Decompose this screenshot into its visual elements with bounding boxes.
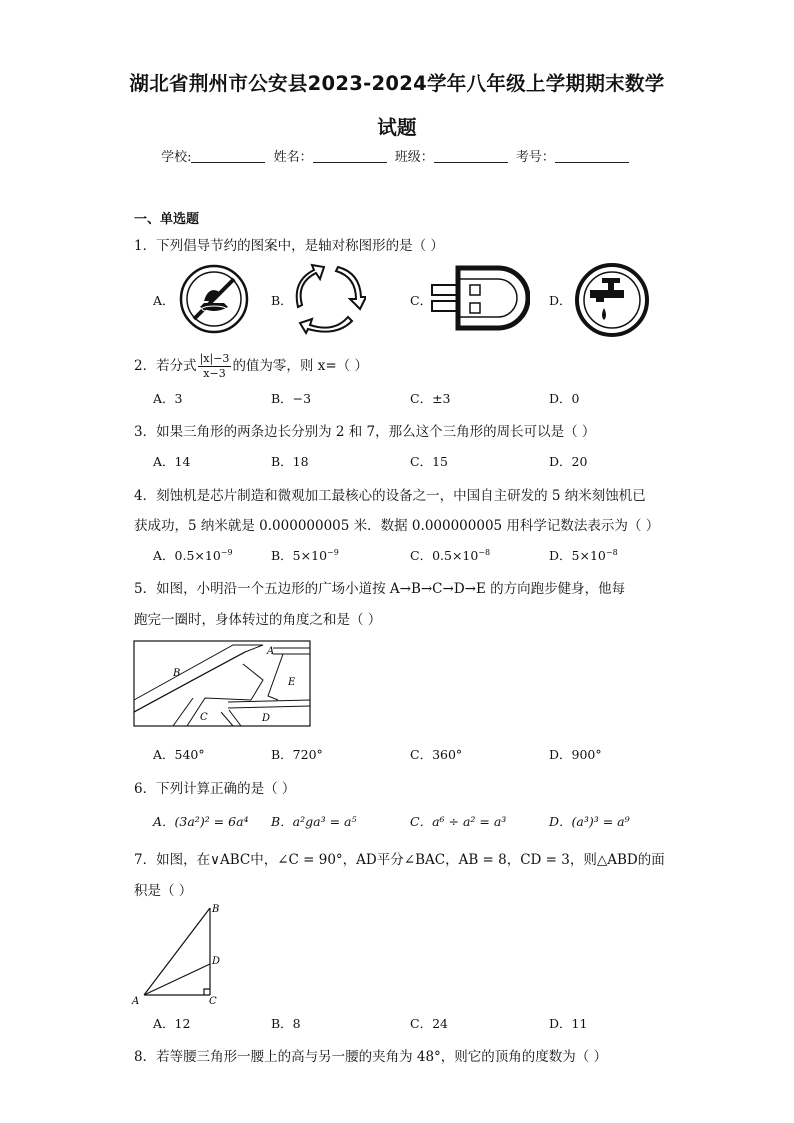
recycle-arrows-icon	[290, 263, 366, 335]
q2-fraction	[198, 352, 232, 381]
q4-option-b	[271, 546, 339, 564]
q3-option-b: B．18	[271, 454, 309, 469]
water-tap-icon	[574, 262, 650, 338]
q7-label-a: A	[132, 996, 140, 1006]
q7-option-b: B．8	[271, 1016, 301, 1031]
school-label: 学校:	[161, 150, 192, 165]
q4-option-b-base: B．5×10	[271, 548, 328, 563]
q7-option-a: A．12	[153, 1016, 191, 1031]
q6-option-c: C．a⁶ ÷ a² = a³	[410, 814, 507, 829]
q4-option-c-base: C．0.5×10	[410, 548, 479, 563]
q3-option-d: D．20	[549, 454, 588, 469]
q4-option-d	[549, 546, 618, 564]
q7-label-d: D	[212, 956, 221, 967]
q7-label-c: C	[209, 996, 217, 1006]
q8-stem: 8．若等腰三角形一腰上的高与另一腰的夹角为 48°，则它的顶角的度数为（ ）	[134, 1049, 608, 1065]
section-title: 一、单选题	[134, 212, 200, 227]
q4-option-c-exponent: −8	[478, 547, 491, 557]
name-label: 姓名：	[273, 150, 313, 165]
q7-stem-line2: 积是（ ）	[134, 883, 193, 899]
q2-option-a: A．3	[153, 391, 183, 406]
exam-title-line1: 湖北省荆州市公安县2023-2024学年八年级上学期期末数学	[129, 72, 665, 95]
q3-stem: 3．如果三角形的两条边长分别为 2 和 7，那么这个三角形的周长可以是（ ）	[134, 424, 596, 440]
q2-prefix: 2．若分式	[134, 358, 197, 374]
q1-option-d-label: D．	[549, 293, 572, 308]
q2-fraction-denominator: x−3	[203, 367, 226, 380]
school-blank[interactable]	[191, 150, 265, 163]
q5-option-d: D．900°	[549, 747, 602, 762]
q4-option-d-exponent: −8	[605, 547, 618, 557]
q1-option-a-label: A．	[153, 293, 175, 308]
q3-option-a: A．14	[153, 454, 191, 469]
q5-stem-line1: 5．如图，小明沿一个五边形的广场小道按 A→B→C→D→E 的方向跑步健身，他每	[134, 581, 626, 597]
q4-option-a	[153, 546, 233, 564]
student-info-line	[0, 146, 794, 165]
q6-stem: 6．下列计算正确的是（ ）	[134, 781, 296, 797]
q5-option-a: A．540°	[153, 747, 205, 762]
q1-stem: 1．下列倡导节约的图案中，是轴对称图形的是（ ）	[134, 238, 444, 254]
q4-option-d-base: D．5×10	[549, 548, 606, 563]
q5-option-b: B．720°	[271, 747, 323, 762]
q2-fraction-numerator: |x|−3	[199, 352, 230, 365]
q5-option-c: C．360°	[410, 747, 463, 762]
q5-label-c: C	[200, 712, 208, 723]
power-plug-icon	[428, 265, 530, 331]
q2-option-c: C．±3	[410, 391, 451, 406]
name-blank[interactable]	[313, 150, 387, 163]
q6-option-a: A．(3a²)² = 6a⁴	[153, 814, 249, 829]
q6-option-b: B．a²ga³ = a⁵	[271, 814, 357, 829]
q4-option-a-base: A．0.5×10	[153, 548, 221, 563]
number-blank[interactable]	[555, 150, 629, 163]
q7-right-triangle-figure	[130, 900, 230, 1006]
class-blank[interactable]	[434, 150, 508, 163]
q7-option-d: D．11	[549, 1016, 588, 1031]
q4-stem-line1: 4．刻蚀机是芯片制造和微观加工最核心的设备之一，中国自主研发的 5 纳米刻蚀机已	[134, 488, 646, 504]
number-label: 考号：	[515, 150, 555, 165]
q1-option-b-label: B．	[271, 293, 293, 308]
q7-label-b: B	[212, 904, 220, 915]
q5-label-d: D	[262, 713, 271, 724]
q4-stem-line2: 获成功，5 纳米就是 0.000000005 米．数据 0.000000005 用科学记数法表示为（ ）	[134, 518, 660, 534]
no-food-waste-icon	[178, 263, 250, 335]
q4-option-c	[410, 546, 490, 564]
q4-option-b-exponent: −9	[327, 547, 339, 557]
q5-label-e: E	[288, 677, 296, 688]
q5-label-b: B	[173, 668, 181, 679]
q5-pentagon-path-figure	[133, 640, 311, 728]
exam-title-line2: 试题	[377, 116, 417, 139]
class-label: 班级：	[394, 150, 434, 165]
q5-label-a: A	[267, 646, 275, 657]
q7-stem-line1: 7．如图，在∨ABC中，∠C = 90°，AD平分∠BAC，AB = 8，CD = 3，则△ABD的面	[134, 852, 665, 868]
q2-stem	[134, 352, 368, 381]
q6-option-d: D．(a³)³ = a⁹	[549, 814, 630, 829]
q2-option-b: B．−3	[271, 391, 312, 406]
q7-option-c: C．24	[410, 1016, 448, 1031]
q3-option-c: C．15	[410, 454, 448, 469]
q1-option-c-label: C．	[410, 293, 433, 308]
q2-suffix: 的值为零，则 x=（ ）	[232, 358, 368, 374]
q5-stem-line2: 跑完一圈时，身体转过的角度之和是（ ）	[134, 612, 382, 628]
q4-option-a-exponent: −9	[220, 547, 233, 557]
q2-option-d: D．0	[549, 391, 580, 406]
